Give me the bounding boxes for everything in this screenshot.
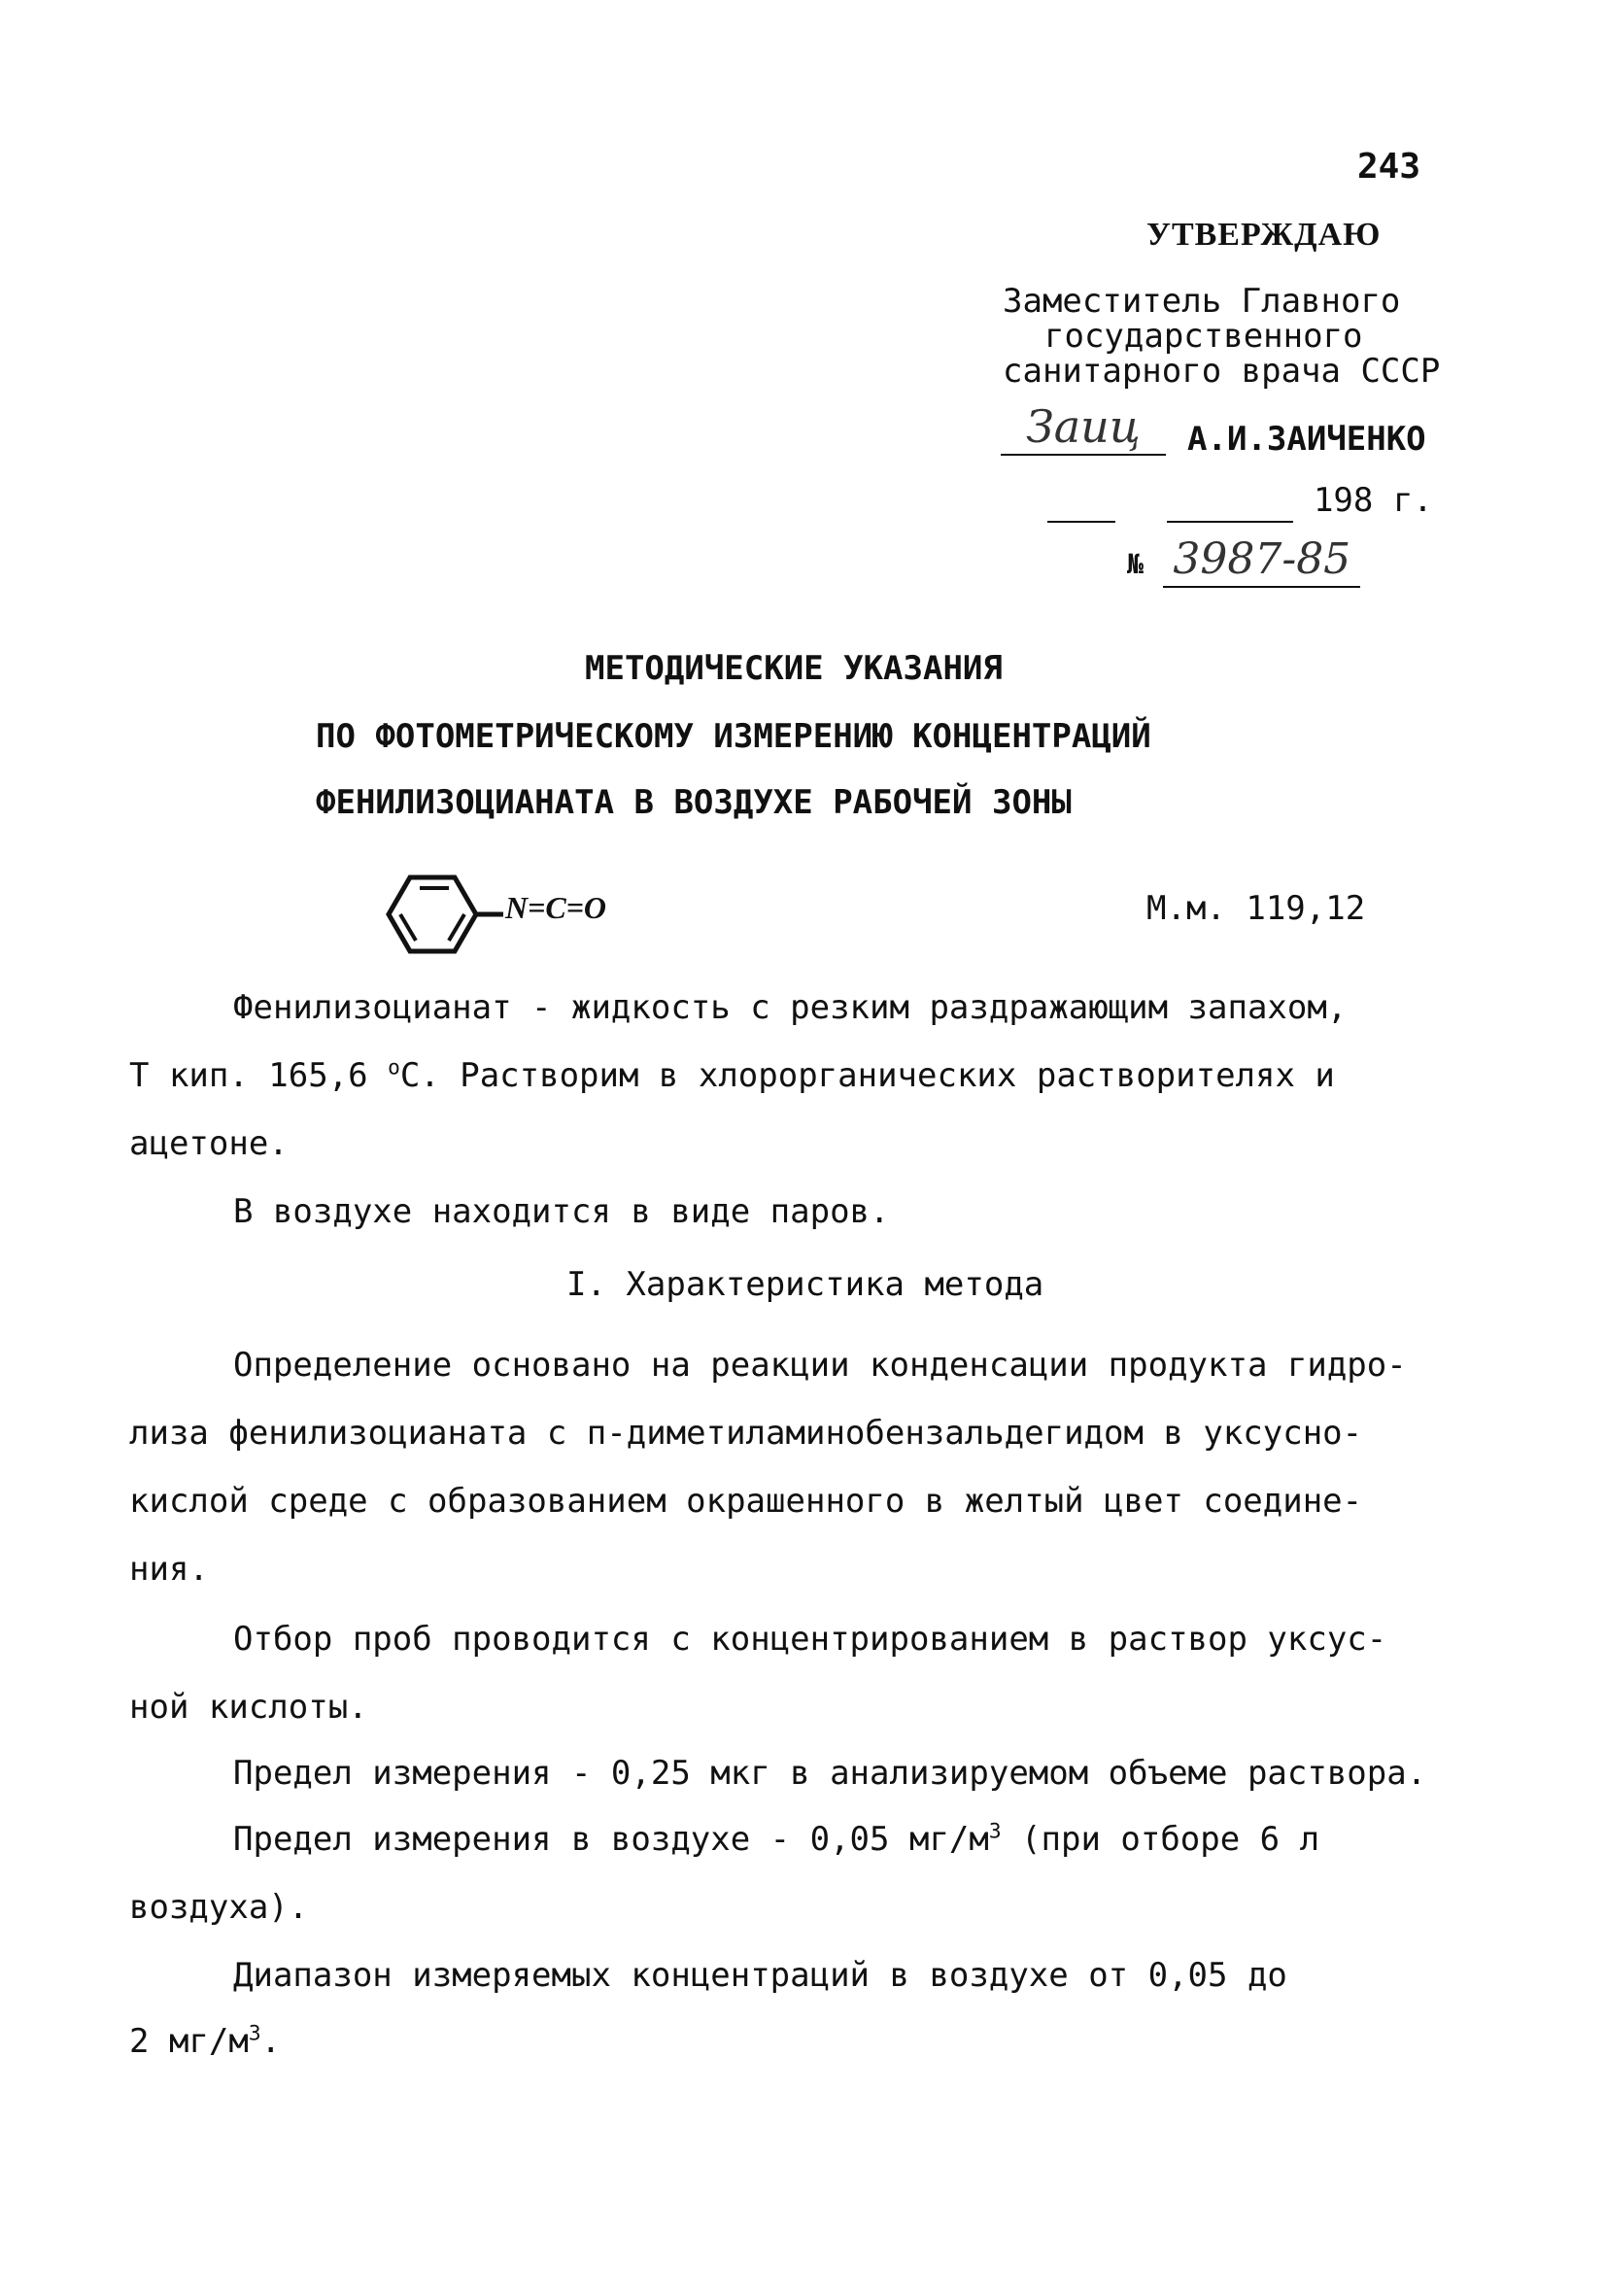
approval-heading: УТВЕРЖДАЮ	[1146, 217, 1382, 253]
approval-position-line2: государственного	[1044, 317, 1363, 356]
approval-number	[1127, 534, 1360, 588]
section1-p3: Предел измерения - 0,25 мкг в анализируемом объеме раствора.	[233, 1754, 1427, 1793]
section1-p1-line1: Определение основано на реакции конденсации продукта гидро-	[233, 1346, 1407, 1385]
section1-p1-line4: ния.	[129, 1550, 209, 1589]
signature-handwritten: Заиц	[1001, 400, 1166, 456]
date-month-blank	[1167, 481, 1293, 523]
section1-p4-line2: воздуха).	[129, 1888, 309, 1927]
date-day-blank	[1047, 481, 1115, 523]
formula-functional-group: N=C=O	[505, 890, 607, 925]
signatory-name: А.И.ЗАИЧЕНКО	[1187, 420, 1426, 459]
section1-p4-line1	[233, 1820, 1319, 1860]
section1-p5-line1: Диапазон измеряемых концентраций в воздухе от 0,05 до	[233, 1956, 1287, 1995]
title-line2: ПО ФОТОМЕТРИЧЕСКОМУ ИЗМЕРЕНИЮ КОНЦЕНТРАЦИЙ	[316, 717, 1151, 756]
intro-p1-line2	[129, 1056, 1335, 1096]
number-handwritten: 3987-85	[1163, 534, 1360, 588]
intro-p2: В воздухе находится в виде паров.	[233, 1192, 890, 1231]
section1-p2-line2: ной кислоты.	[129, 1688, 368, 1727]
section1-p5-line2	[129, 2022, 281, 2062]
boiling-point-text: Т кип. 165,6	[129, 1056, 389, 1095]
approval-position-line1: Заместитель Главного	[1003, 282, 1401, 321]
molecular-mass: М.м. 119,12	[1146, 889, 1366, 928]
detection-limit-air-text: Предел измерения в воздухе - 0,05 мг/м	[233, 1820, 989, 1859]
page-number: 243	[1357, 147, 1421, 187]
range-period: .	[260, 2022, 282, 2061]
number-sign: №	[1127, 548, 1144, 580]
title-line3: ФЕНИЛИЗОЦИАНАТА В ВОЗДУХЕ РАБОЧЕЙ ЗОНЫ	[316, 783, 1072, 822]
title-line1: МЕТОДИЧЕСКИЕ УКАЗАНИЯ	[585, 649, 1003, 688]
signature-line	[1001, 400, 1166, 456]
solubility-text: С. Растворим в хлорорганических растворителях и	[399, 1056, 1335, 1095]
cubic-sup-2: 3	[248, 2020, 261, 2045]
date-year: 198 г.	[1313, 481, 1433, 520]
section1-p2-line1: Отбор проб проводится с концентрированием в раствор уксус-	[233, 1620, 1387, 1659]
approval-position-line3: санитарного врача СССР	[1003, 352, 1441, 391]
section1-heading: I. Характеристика метода	[566, 1265, 1044, 1304]
cubic-sup: 3	[988, 1818, 1002, 1843]
range-upper-text: 2 мг/м	[129, 2022, 249, 2061]
degree-sign: о	[388, 1054, 400, 1079]
approval-date	[1025, 481, 1433, 523]
intro-p1-line1: Фенилизоцианат - жидкость с резким раздражающим запахом,	[233, 988, 1348, 1027]
section1-p1-line3: кислой среде с образованием окрашенного в желтый цвет соедине-	[129, 1482, 1363, 1521]
intro-p1-line3: ацетоне.	[129, 1124, 289, 1163]
section1-p1-line2: лиза фенилизоцианата с п-диметиламинобензальдегидом в уксусно-	[129, 1414, 1363, 1453]
sampling-volume-text: (при отборе 6 л	[1001, 1820, 1320, 1859]
